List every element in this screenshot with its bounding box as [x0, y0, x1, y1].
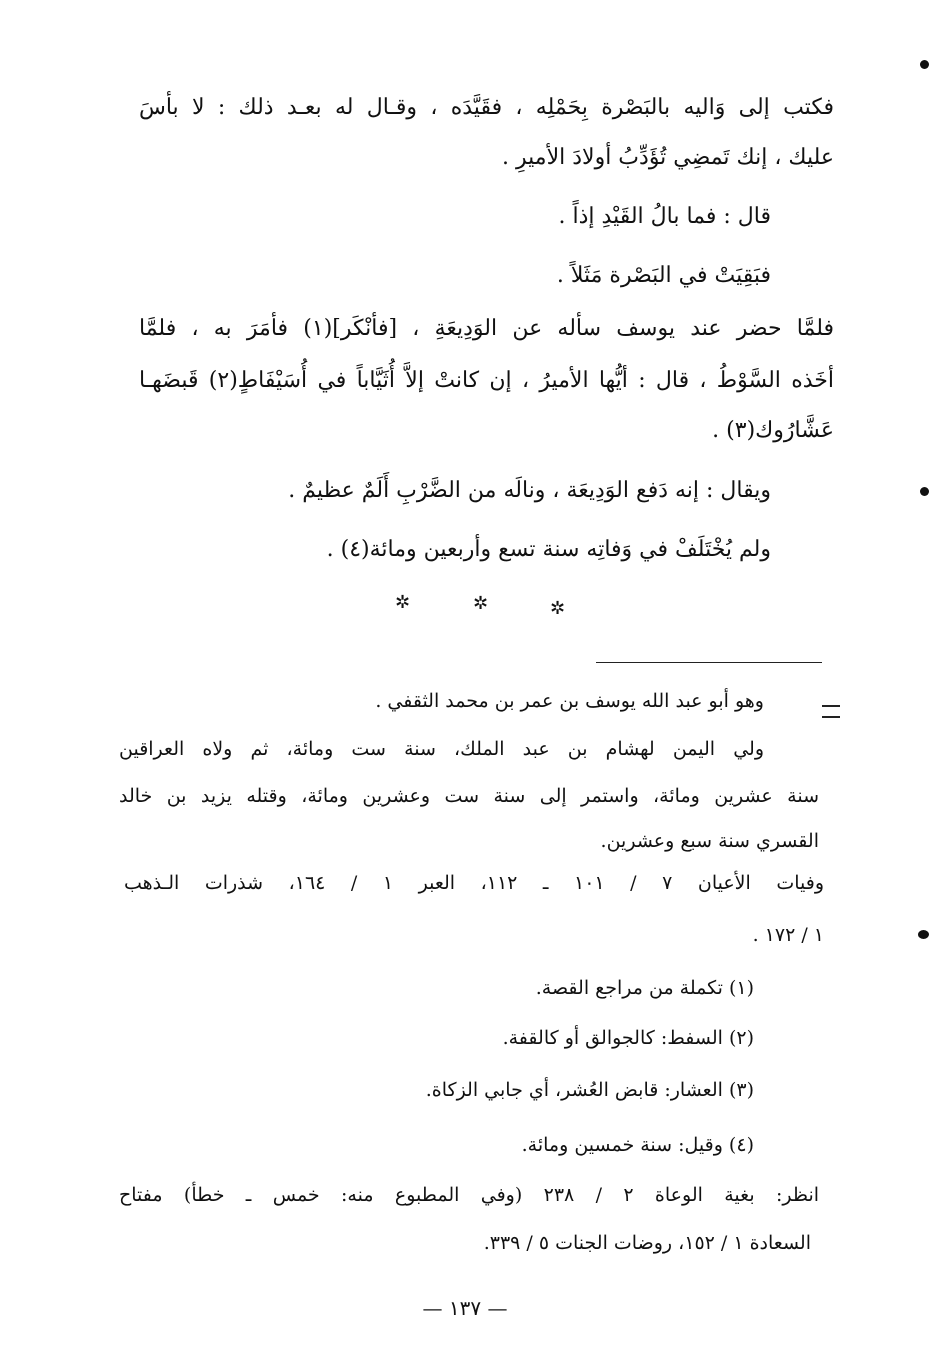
body-line-3: قال : فما بالُ القَيْدِ إذاً .	[558, 204, 771, 229]
separator-star: ✲	[395, 592, 411, 613]
body-line-1: فكتب إلى وَاليه بالبَصْرة بِحَمْلِه ، فقَيَّدَه ، وقـال له بعـد ذلك : لا بأسَ	[139, 95, 834, 120]
punch-mark	[920, 487, 929, 496]
continuation-marker	[822, 705, 840, 718]
footnote-rule	[596, 662, 822, 663]
page-number: — ١٣٧ —	[422, 1296, 508, 1320]
section-separator	[395, 594, 565, 618]
footnote-line-5: وفيات الأعيان ٧ / ١٠١ ـ ١١٢، العبر ١ / ١٦٤، شذرات الـذهب	[124, 872, 824, 894]
punch-mark	[918, 930, 929, 939]
body-line-4: فبَقِيَتْ في البَصْرة مَثَلاً .	[556, 263, 771, 288]
footnote-4-ref-line-2: السعادة ١ / ١٥٢، روضات الجنات ٥ / ٣٣٩.	[483, 1232, 811, 1254]
body-line-5: فلمَّا حضر عند يوسف سأله عن الوَدِيعَةِ ، [فأنْكَر](١) فأمَرَ به ، فلمَّا	[139, 316, 834, 341]
footnote-1: (١) تكملة من مراجع القصة.	[535, 977, 754, 999]
body-line-2: عليك ، إنك تَمضِي تُؤَدِّبُ أولادَ الأميرِ .	[502, 145, 834, 170]
footnote-line-3: سنة عشرين ومائة، واستمر إلى سنة ست وعشرين ومائة، وقتله يزيد بن خالد	[119, 785, 819, 807]
separator-star: ✲	[473, 593, 489, 614]
body-line-7: عَشَّارُوك(٣) .	[712, 418, 834, 443]
footnote-3: (٣) العشار: قابض العُشر، أي جابي الزكاة.	[425, 1079, 754, 1101]
footnote-2: (٢) السفط: كالجوالق أو كالقفة.	[502, 1027, 754, 1049]
body-line-9: ولم يُخْتَلَفْ في وَفاتِه سنة تسع وأربعين ومائة(٤) .	[326, 537, 771, 562]
footnote-line-4: القسري سنة سبع وعشرين.	[600, 830, 819, 852]
footnote-line-1: وهو أبو عبد الله يوسف بن عمر بن محمد الثقفي .	[375, 690, 764, 712]
footnote-line-2: ولي اليمن لهشام بن عبد الملك، سنة ست ومائة، ثم ولاه العراقين	[119, 738, 764, 760]
separator-star: ✲	[550, 598, 566, 619]
footnote-line-6: ١ / ١٧٢ .	[752, 924, 824, 946]
footnote-4-ref-line-1: انظر: بغية الوعاة ٢ / ٢٣٨ (وفي المطبوع منه: خمس ـ خطأ) مفتاح	[119, 1184, 820, 1206]
punch-mark	[920, 60, 929, 69]
footnote-4: (٤) وقيل: سنة خمسين ومائة.	[521, 1134, 754, 1156]
body-line-6: أخَذه السَّوْطُ ، قال : أيُّها الأميرُ ، إن كانتْ إلاَّ أُثَيَّاباً في أُسَيْفَاطٍ(٢) قَبضَهـا	[139, 368, 834, 393]
body-line-8: ويقال : إنه دَفع الوَدِيعَة ، ونالَه من الضَّرْبِ أَلَمٌ عظيمٌ .	[288, 478, 771, 503]
